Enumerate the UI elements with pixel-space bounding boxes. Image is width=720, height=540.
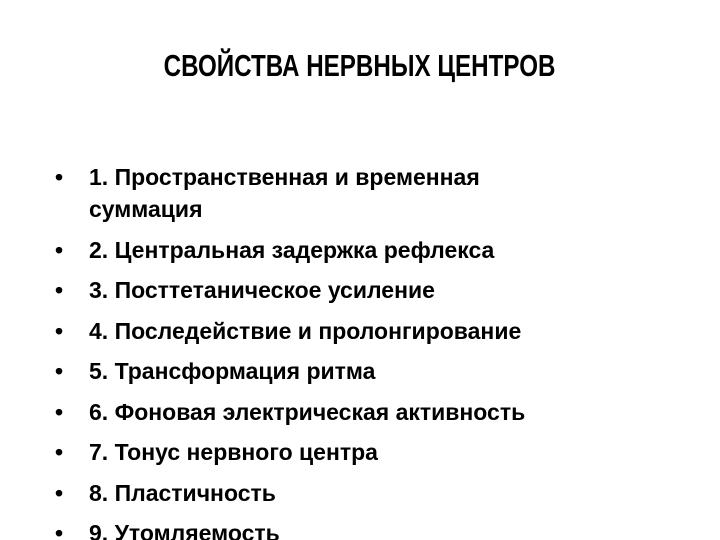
list-item-text: 7. Тонус нервного центра xyxy=(89,439,378,465)
bullet-icon: • xyxy=(55,479,64,506)
list-item xyxy=(55,161,675,225)
bullet-icon: • xyxy=(55,439,64,465)
bullet-icon: • xyxy=(55,398,64,425)
list-item-text: 5. Трансформация ритма xyxy=(89,358,376,384)
list-item xyxy=(55,436,675,468)
list-item-text: 6. Фоновая электрическая активность xyxy=(89,398,526,425)
list-item xyxy=(55,477,675,509)
list-item xyxy=(55,517,675,540)
list-item xyxy=(55,274,675,306)
list-item-text-continued: суммация xyxy=(89,196,203,222)
list-item-text: 1. Пространственная и временная xyxy=(89,164,480,190)
bullet-icon: • xyxy=(55,358,64,384)
slide-title: СВОЙСТВА НЕРВНЫХ ЦЕНТРОВ xyxy=(163,48,556,83)
bullet-icon: • xyxy=(55,277,64,303)
list-item-text: 4. Последействие и пролонгирование xyxy=(89,317,522,344)
bullet-icon: • xyxy=(55,236,64,263)
properties-list xyxy=(55,161,675,540)
list-item xyxy=(55,234,675,266)
bullet-icon: • xyxy=(55,520,64,540)
list-item xyxy=(55,396,675,428)
list-item-text: 8. Пластичность xyxy=(89,479,276,506)
list-item xyxy=(55,355,675,387)
list-item-text: 9. Утомляемость xyxy=(89,520,280,540)
list-item xyxy=(55,315,675,347)
bullet-icon: • xyxy=(55,164,64,190)
list-item-text: 2. Центральная задержка рефлекса xyxy=(89,236,495,263)
list-item-text: 3. Посттетаническое усиление xyxy=(89,277,435,303)
bullet-icon: • xyxy=(55,317,64,344)
